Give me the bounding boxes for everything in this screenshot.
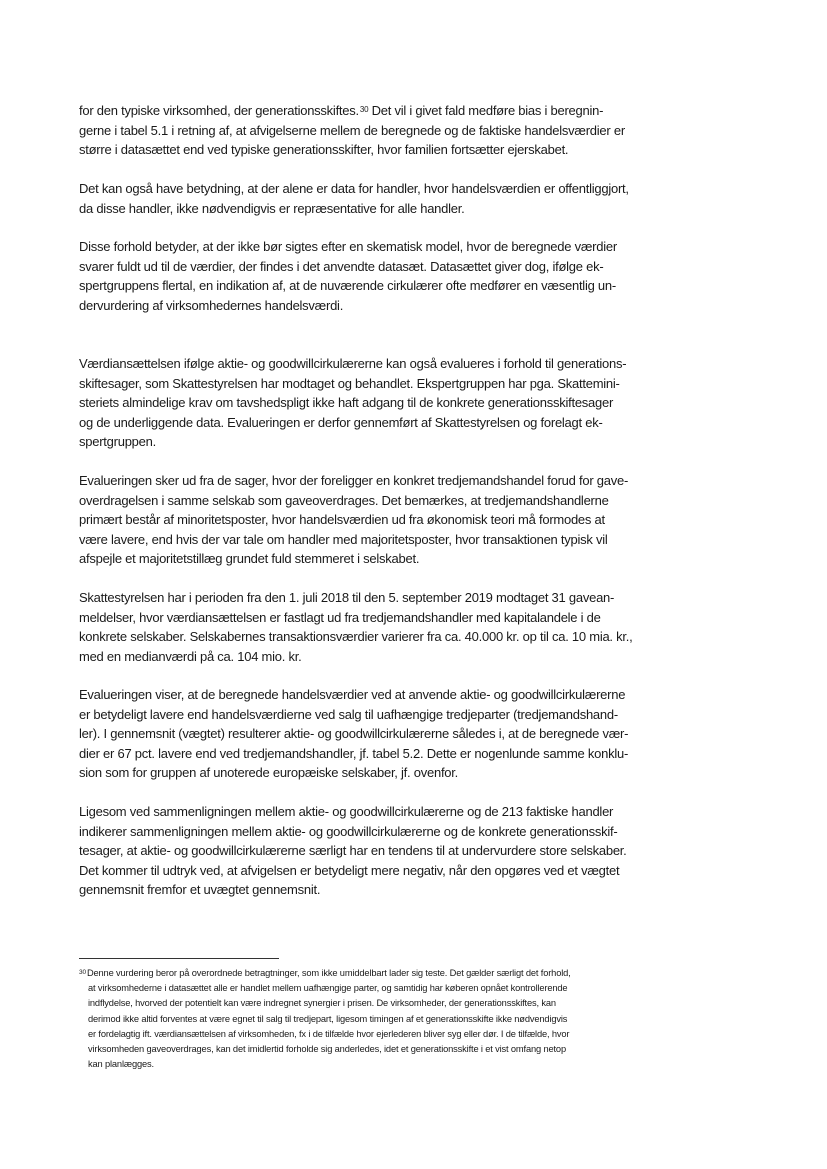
paragraph-line: Værdiansættelsen ifølge aktie- og goodwillcirkulærerne kan også evalueres i forhold til generations- — [79, 356, 627, 371]
paragraph-line: tesager, at aktie- og goodwillcirkulærerne særligt har en tendens til at undervurdere store selskaber. — [79, 843, 627, 859]
footnote-line: indflydelse, hvorved der potentielt kan være indregnet synergier i prisen. De virksomheder, der generationsskiftes, kan — [88, 998, 556, 1009]
body-paragraph-2 — [79, 179, 629, 218]
body-paragraph-3 — [79, 237, 617, 315]
paragraph-line: steriets almindelige krav om tavshedspligt ikke haft adgang til de konkrete generationsskiftesager — [79, 395, 614, 411]
body-paragraph-4 — [79, 354, 626, 452]
footnote-divider — [79, 958, 279, 959]
paragraph-line: spertgruppens flertal, en indikation af, at de nuværende cirkulærer ofte medfører en væsentlig un- — [79, 278, 616, 294]
paragraph-line: da disse handler, ikke nødvendigvis er repræsentative for alle handler. — [79, 200, 465, 216]
footnote-line: $^{30}$Denne vurdering beror på overordnede betragtninger, som ikke umiddelbart lader sig teste. Det gælder særligt det forhold, — [79, 968, 571, 978]
body-paragraph-7 — [79, 685, 628, 783]
paragraph-line: spertgruppen. — [79, 434, 156, 450]
paragraph-line: indikerer sammenligningen mellem aktie- og goodwillcirkulærerne og de konkrete generationsskif- — [79, 823, 618, 839]
paragraph-line: gerne i tabel 5.1 i retning af, at afvigelserne mellem de beregnede og de faktiske handelsværdier er — [79, 122, 625, 138]
paragraph-line: svarer fuldt ud til de værdier, der findes i det anvendte datasæt. Datasættet giver dog, ifølge ek- — [79, 258, 604, 274]
footnote-number: 30 — [79, 969, 86, 976]
paragraph-line: være lavere, end hvis der var tale om handler med majoritetsposter, hvor transaktionen typisk vil — [79, 531, 608, 547]
paragraph-line: sion som for gruppen af unoterede europæiske selskaber, jf. ovenfor. — [79, 765, 459, 781]
body-paragraph-1 — [79, 101, 625, 160]
paragraph-line: Evalueringen sker ud fra de sager, hvor der foreligger en konkret tredjemandshandel forud for gave- — [79, 473, 629, 488]
footnote-reference[interactable]: 30 — [359, 105, 369, 114]
paragraph-line: Ligesom ved sammenligningen mellem aktie- og goodwillcirkulærerne og de 213 faktiske handler — [79, 804, 614, 819]
footnote-line: derimod ikke altid forventes at være egnet til salg til tredjepart, ligesom timingen af et generationsskifte ikke nødvendigvis — [88, 1013, 568, 1024]
footnote-line: er fordelagtig ift. værdiansættelsen af virksomheden, fx i de tilfælde hvor ejerlederen bliver syg eller dør. I de tilfælde, hvor — [88, 1028, 570, 1039]
paragraph-line: for den typiske virksomhed, der generationsskiftes.$^{30}$ Det vil i givet fald medføre bias i beregnin- — [79, 103, 604, 118]
paragraph-line: ler). I gennemsnit (vægtet) resulterer aktie- og goodwillcirkulærerne således i, at de beregnede vær- — [79, 726, 629, 742]
footnote-line: virksomheden gaveoverdrages, kan det imidlertid forholde sig anderledes, idet et generationsskifte i et vist omfang netop — [88, 1044, 566, 1055]
paragraph-line: og de underliggende data. Evalueringen er derfor gennemført af Skattestyrelsen og forelagt ek- — [79, 414, 603, 430]
footnote-line: at virksomhederne i datasættet alle er handlet mellem uafhængige parter, og samtidig har køberen opnået kontrollerende — [88, 983, 568, 994]
paragraph-line: meldelser, hvor værdiansættelsen er fastlagt ud fra tredjemandshandler med kapitalandele i de — [79, 609, 601, 625]
paragraph-line: overdragelsen i samme selskab som gaveoverdrages. Det bemærkes, at tredjemandshandlerne — [79, 492, 609, 508]
paragraph-line: konkrete selskaber. Selskabernes transaktionsværdier varierer fra ca. 40.000 kr. op til ca. 10 mia. kr., — [79, 629, 633, 645]
footnote-line: kan planlægges. — [88, 1059, 154, 1070]
body-paragraph-6 — [79, 588, 633, 666]
paragraph-line: skiftesager, som Skattestyrelsen har modtaget og behandlet. Ekspertgruppen har pga. Skattemini- — [79, 375, 620, 391]
paragraph-line: Det kommer til udtryk ved, at afvigelsen er betydeligt mere negativ, når den opgøres ved et vægtet — [79, 862, 620, 878]
paragraph-line: med en medianværdi på ca. 104 mio. kr. — [79, 648, 302, 664]
paragraph-line: gennemsnit fremfor et uvægtet gennemsnit. — [79, 882, 321, 898]
footnote-30 — [79, 966, 571, 1072]
paragraph-line: dervurdering af virksomhedernes handelsværdi. — [79, 297, 344, 313]
paragraph-line: dier er 67 pct. lavere end ved tredjemandshandler, jf. tabel 5.2. Dette er nogenlunde samme konklu- — [79, 745, 629, 761]
paragraph-line: Skattestyrelsen har i perioden fra den 1. juli 2018 til den 5. september 2019 modtaget 31 gavean- — [79, 590, 615, 605]
paragraph-line: er betydeligt lavere end handelsværdierne ved salg til uafhængige tredjeparter (tredjemandshand- — [79, 706, 618, 722]
paragraph-line: primært består af minoritetsposter, hvor handelsværdien ud fra økonomisk teori må formodes at — [79, 512, 605, 528]
paragraph-line: Det kan også have betydning, at der alene er data for handler, hvor handelsværdien er offentliggjort, — [79, 181, 629, 196]
paragraph-line: større i datasættet end ved typiske generationsskifter, hvor familien fortsætter ejerskabet. — [79, 142, 569, 158]
paragraph-line: afspejle et majoritetstillæg grundet fuld stemmeret i selskabet. — [79, 551, 420, 567]
paragraph-line: Evalueringen viser, at de beregnede handelsværdier ved at anvende aktie- og goodwillcirkulærerne — [79, 687, 626, 702]
body-paragraph-8 — [79, 802, 627, 900]
paragraph-line: Disse forhold betyder, at der ikke bør sigtes efter en skematisk model, hvor de beregnede værdier — [79, 239, 617, 254]
body-paragraph-5 — [79, 471, 628, 569]
